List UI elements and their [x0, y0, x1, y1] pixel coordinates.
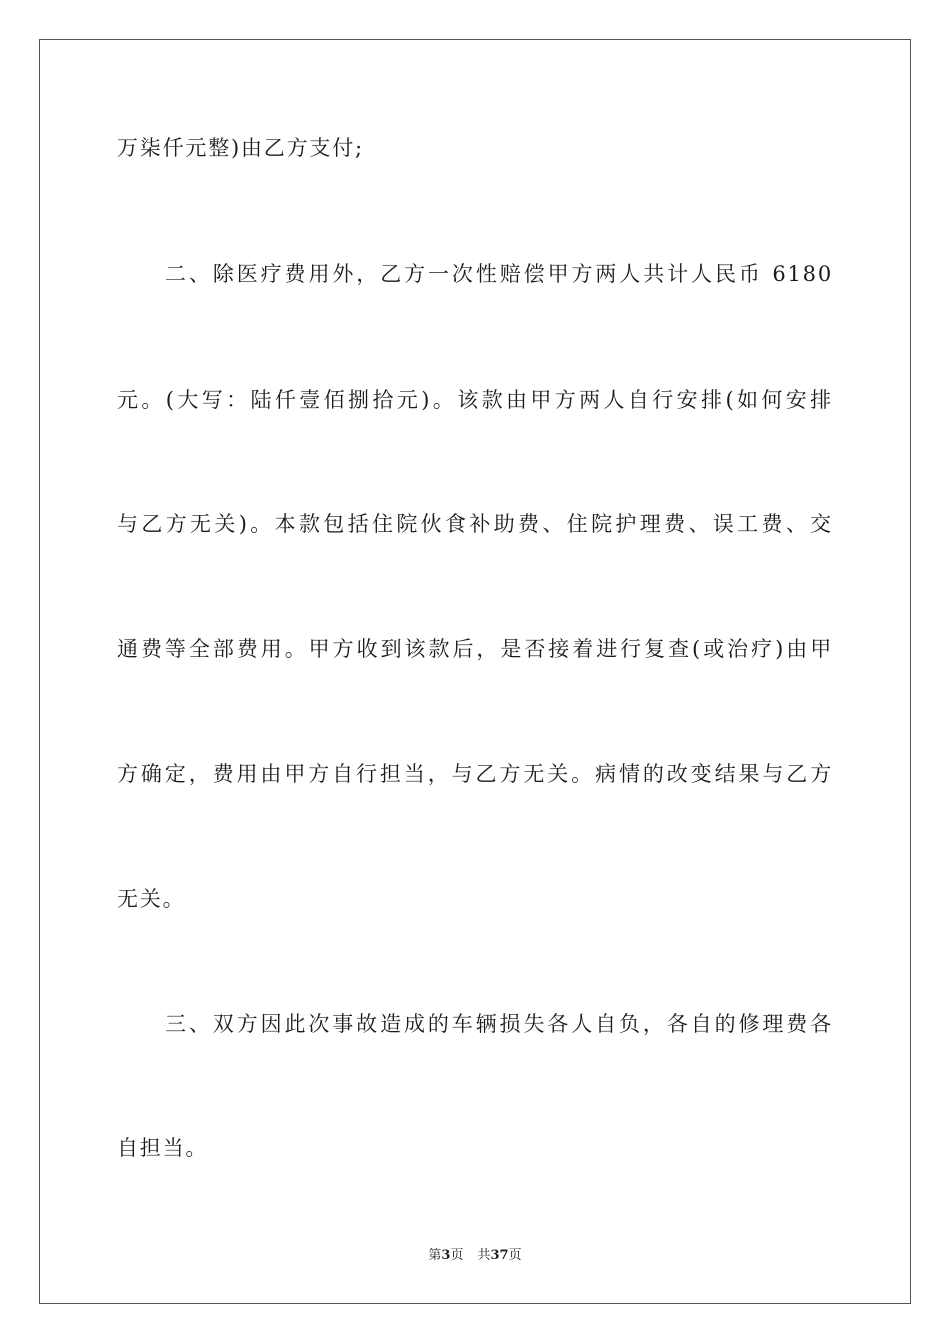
- page-suffix: 页: [450, 1248, 464, 1263]
- total-suffix: 页: [508, 1248, 522, 1263]
- text-line: 无关。: [117, 887, 186, 911]
- text-line: 通费等全部费用。甲方收到该款后，是否接着进行复查(或治疗)由甲: [117, 637, 833, 661]
- page-prefix: 第: [428, 1248, 442, 1263]
- page-number: 3: [441, 1248, 451, 1263]
- text-line: 元。(大写：陆仟壹佰捌拾元)。该款由甲方两人自行安排(如何安排: [117, 388, 833, 412]
- total-pages: 37: [490, 1248, 509, 1263]
- text-line: 二、除医疗费用外，乙方一次性赔偿甲方两人共计人民币 6180: [165, 262, 833, 286]
- text-line: 三、双方因此次事故造成的车辆损失各人自负，各自的修理费各: [165, 1012, 833, 1036]
- text-line: 万柒仟元整)由乙方支付;: [117, 136, 364, 160]
- page-footer: [0, 1247, 950, 1265]
- total-prefix: 共: [477, 1248, 491, 1263]
- text-line: 自担当。: [117, 1136, 209, 1160]
- text-line: 方确定，费用由甲方自行担当，与乙方无关。病情的改变结果与乙方: [117, 762, 833, 786]
- text-line: 与乙方无关)。本款包括住院伙食补助费、住院护理费、误工费、交: [117, 512, 833, 536]
- page-border: [39, 39, 911, 1304]
